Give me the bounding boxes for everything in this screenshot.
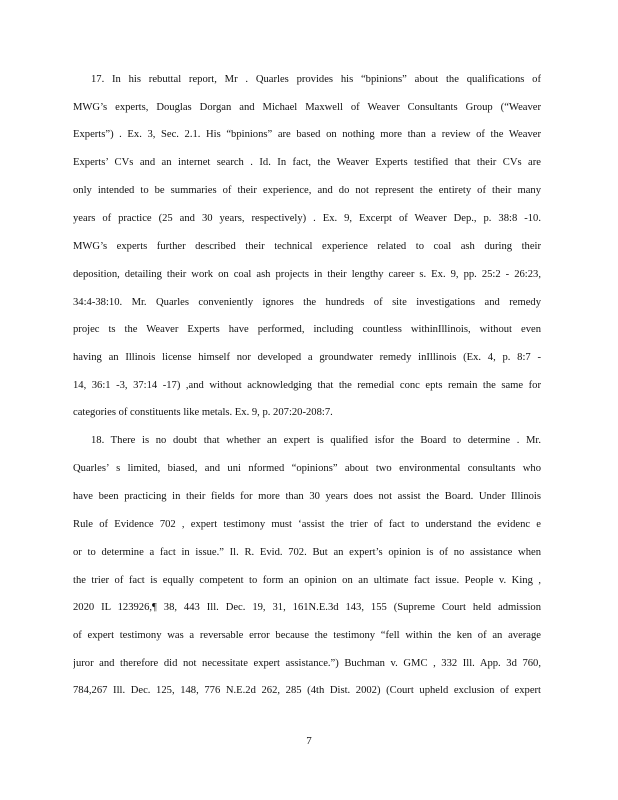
text-line: Rule of Evidence 702 , expert testimony must ‘assist the trier of fact to understand the evidenc e <box>73 519 541 530</box>
text-line: MWG’s experts further described their technical experience related to coal ash during their <box>73 241 541 252</box>
text-line: juror and therefore did not necessitate expert assistance.”) Buchman v. GMC , 332 Ill. App. 3d 760, <box>73 658 541 669</box>
text-line: deposition, detailing their work on coal ash projects in their lengthy career s. Ex. 9, pp. 25:2 - 26:23, <box>73 269 541 280</box>
text-line: having an Illinois license himself nor developed a groundwater remedy inIllinois (Ex. 4, p. 8:7 - <box>73 352 541 363</box>
text-line: or to determine a fact in issue.” Il. R. Evid. 702. But an expert’s opinion is of no assistance when <box>73 547 541 558</box>
text-line: 784,267 Ill. Dec. 125, 148, 776 N.E.2d 262, 285 (4th Dist. 2002) (Court upheld exclusion of expert <box>73 685 541 696</box>
text-line: the trier of fact is equally competent to form an opinion on an ultimate fact issue. People v. King , <box>73 575 541 586</box>
text-line: Quarles’ s limited, biased, and uni nformed “opinions” about two environmental consultants who <box>73 463 541 474</box>
text-line: Experts”) . Ex. 3, Sec. 2.1. His “bpinions” are based on nothing more than a review of the Weaver <box>73 129 541 140</box>
text-line: of expert testimony was a reversable error because the testimony “fell within the ken of an average <box>73 630 541 641</box>
text-line: have been practicing in their fields for more than 30 years does not assist the Board. Under Illinois <box>73 491 541 502</box>
text-line: categories of constituents like metals. Ex. 9, p. 207:20-208:7. <box>73 407 333 418</box>
page-number: 7 <box>306 735 312 747</box>
text-line: 14, 36:1 -3, 37:14 -17) ,and without acknowledging that the remedial conc epts remain the same for <box>73 380 541 391</box>
text-line: 18. There is no doubt that whether an expert is qualified isfor the Board to determine . Mr. <box>91 435 541 446</box>
text-line: 34:4-38:10. Mr. Quarles conveniently ignores the hundreds of site investigations and remedy <box>73 297 541 308</box>
text-line: 17. In his rebuttal report, Mr . Quarles provides his “bpinions” about the qualifications of <box>91 74 541 85</box>
text-line: 2020 IL 123926,¶ 38, 443 Ill. Dec. 19, 31, 161N.E.3d 143, 155 (Supreme Court held admission <box>73 602 541 613</box>
text-line: Experts’ CVs and an internet search . Id. In fact, the Weaver Experts testified that their CVs are <box>73 157 541 168</box>
text-line: MWG’s experts, Douglas Dorgan and Michael Maxwell of Weaver Consultants Group (“Weaver <box>73 102 541 113</box>
text-line: years of practice (25 and 30 years, respectively) . Ex. 9, Excerpt of Weaver Dep., p. 38:8 -10. <box>73 213 541 224</box>
text-line: projec ts the Weaver Experts have performed, including countless withinIllinois, without even <box>73 324 541 335</box>
text-line: only intended to be summaries of their experience, and do not represent the entirety of their many <box>73 185 541 196</box>
